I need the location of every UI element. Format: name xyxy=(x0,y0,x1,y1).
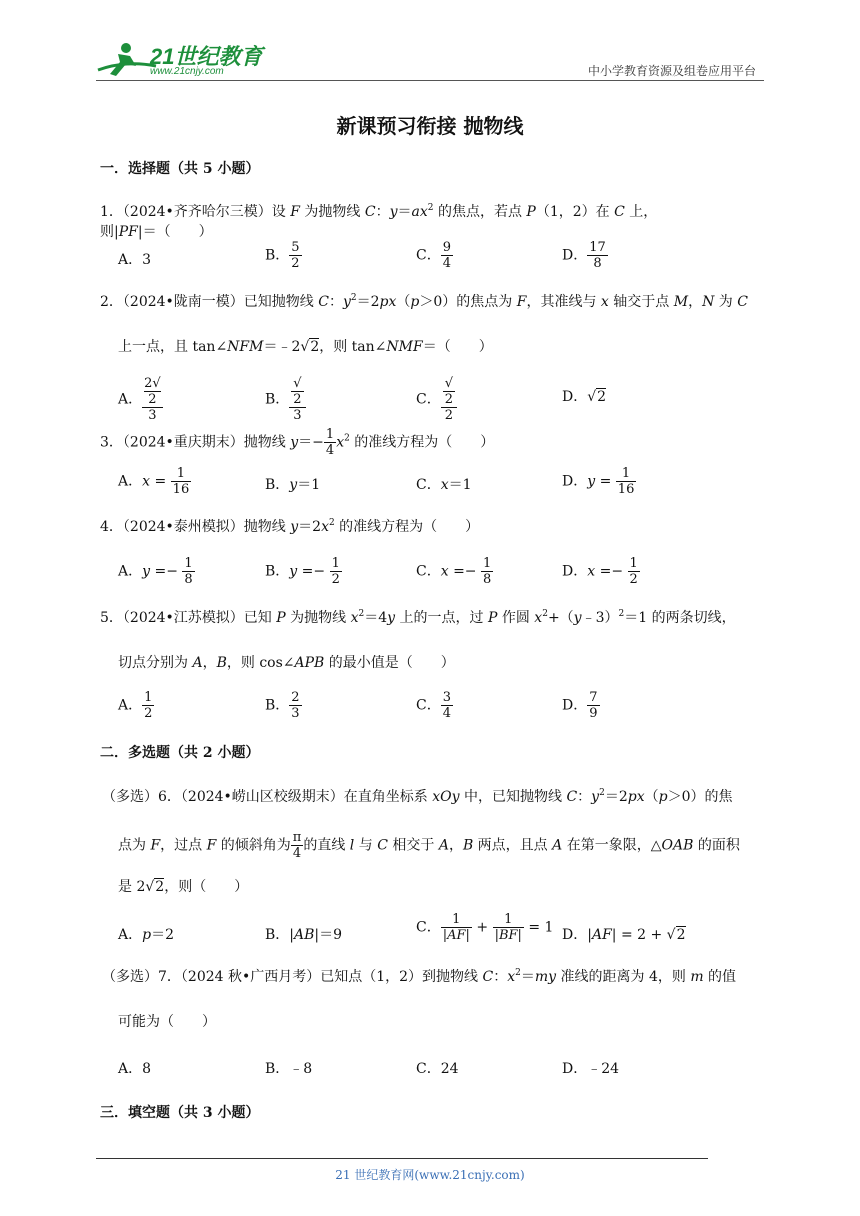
q1-option-b[interactable]: B． $\frac{5}{2}$ xyxy=(265,240,300,271)
q2-option-b[interactable]: B． √ 2 3 xyxy=(265,376,306,423)
q4-option-d[interactable]: D．x =− $\frac{1}{2}$ xyxy=(562,556,638,587)
brand-url: www.21cnjy.com xyxy=(150,66,224,77)
q5-option-b[interactable]: B． $\frac{2}{3}$ xyxy=(265,690,300,721)
q1-option-c[interactable]: C． $\frac{9}{4}$ xyxy=(416,240,451,271)
question-7-line-1: （多选）7．（2024 秋•广西月考）已知点（1，2）到抛物线 C：$x^2=my$ 准线的距离为 4，则 m 的值 xyxy=(102,968,737,985)
question-2-line-2: 上一点，且 tan∠NFM＝﹣2√2，则 tan∠NMF＝（ ） xyxy=(118,339,493,355)
q2-option-a[interactable]: A． 2√ 2 3 xyxy=(118,376,161,423)
q5-option-d[interactable]: D． $\frac{7}{9}$ xyxy=(562,690,598,721)
q3-option-b[interactable]: B．y＝1 xyxy=(265,477,321,493)
q3-option-d[interactable]: D．y = $\frac{1}{16}$ xyxy=(562,466,635,497)
section-heading-choice: 一．选择题（共 5 小题） xyxy=(100,161,260,177)
question-3: 3．（2024•重庆期末）抛物线 y＝− $\frac{1}{4}$ $x^2$ 的准线方程为（ ） xyxy=(100,427,495,458)
q5-option-a[interactable]: A． $\frac{1}{2}$ xyxy=(118,690,153,721)
question-2-line-1: 2．（2024•陇南一模）已知抛物线 C：$y^2=2px(p>0)$的焦点为 F，其准线与 x 轴交于点 M，N 为 C xyxy=(100,293,748,310)
q7-option-c[interactable]: C．24 xyxy=(416,1061,459,1077)
section-heading-multi: 二．多选题（共 2 小题） xyxy=(100,745,260,761)
question-5-line-2: 切点分别为 A，B，则 cos∠APB 的最小值是（ ） xyxy=(118,655,455,671)
page-title: 新课预习衔接 抛物线 xyxy=(336,114,524,138)
q2-option-d[interactable]: D．√2 xyxy=(562,389,607,405)
q3-option-c[interactable]: C．x＝1 xyxy=(416,477,472,493)
q6-option-c[interactable]: C． $\frac{1}{|AF|}$ + $\frac{1}{|BF|}$ = 1 xyxy=(416,912,554,943)
question-1: 1．（2024•齐齐哈尔三模）设 F 为抛物线 C：$y=ax^2$ 的焦点，若点 P（1，2）在 C 上，则|PF|＝（ ） xyxy=(100,203,658,240)
question-6-line-2: 点为 F，过点 F 的倾斜角为 $\frac{\pi}{4}$ 的直线 l 与 C 相交于 A，B 两点，且点 A 在第一象限，△OAB 的面积 xyxy=(118,830,740,861)
question-5-line-1: 5．（2024•江苏模拟）已知 P 为抛物线 $x^2=4y$ 上的一点，过 P 作圆 $x^2+(y﹣3)^2=1$ 的两条切线， xyxy=(100,609,736,626)
q2-option-c[interactable]: C． √ 2 2 xyxy=(416,376,457,423)
brand-name: 21世纪教育 xyxy=(150,44,263,69)
q4-option-a[interactable]: A．y =− $\frac{1}{8}$ xyxy=(118,556,193,587)
q6-option-d[interactable]: D．|AF| = 2 + √2 xyxy=(562,927,686,943)
header-platform-text: 中小学教育资源及组卷应用平台 xyxy=(587,64,756,78)
q6-option-a[interactable]: A．p＝2 xyxy=(118,927,175,943)
q1-option-d[interactable]: D． $\frac{17}{8}$ xyxy=(562,240,606,271)
question-6-line-3: 是 2√2，则（ ） xyxy=(118,879,249,895)
q5-option-c[interactable]: C． $\frac{3}{4}$ xyxy=(416,690,451,721)
footer-text: 21 世纪教育网(www.21cnjy.com) xyxy=(335,1168,525,1182)
q7-option-b[interactable]: B．﹣8 xyxy=(265,1061,313,1077)
header-divider xyxy=(96,80,764,81)
section-heading-fill: 三．填空题（共 3 小题） xyxy=(100,1105,260,1121)
q4-option-c[interactable]: C．x =− $\frac{1}{8}$ xyxy=(416,556,492,587)
q6-option-b[interactable]: B．|AB|＝9 xyxy=(265,927,343,943)
q4-option-b[interactable]: B．y =− $\frac{1}{2}$ xyxy=(265,556,340,587)
question-7-line-2: 可能为（ ） xyxy=(118,1014,216,1030)
question-4: 4．（2024•泰州模拟）抛物线 $y=2x^2$ 的准线方程为（ ） xyxy=(100,518,480,535)
question-6-line-1: （多选）6．（2024•崂山区校级期末）在直角坐标系 xOy 中，已知抛物线 C：$y^2=2px(p>0)$的焦 xyxy=(102,788,733,805)
footer-divider xyxy=(96,1158,708,1159)
q7-option-d[interactable]: D．﹣24 xyxy=(562,1061,620,1077)
q3-option-a[interactable]: A．x = $\frac{1}{16}$ xyxy=(118,466,190,497)
q1-option-a[interactable]: A．3 xyxy=(118,252,152,268)
q7-option-a[interactable]: A．8 xyxy=(118,1061,152,1077)
